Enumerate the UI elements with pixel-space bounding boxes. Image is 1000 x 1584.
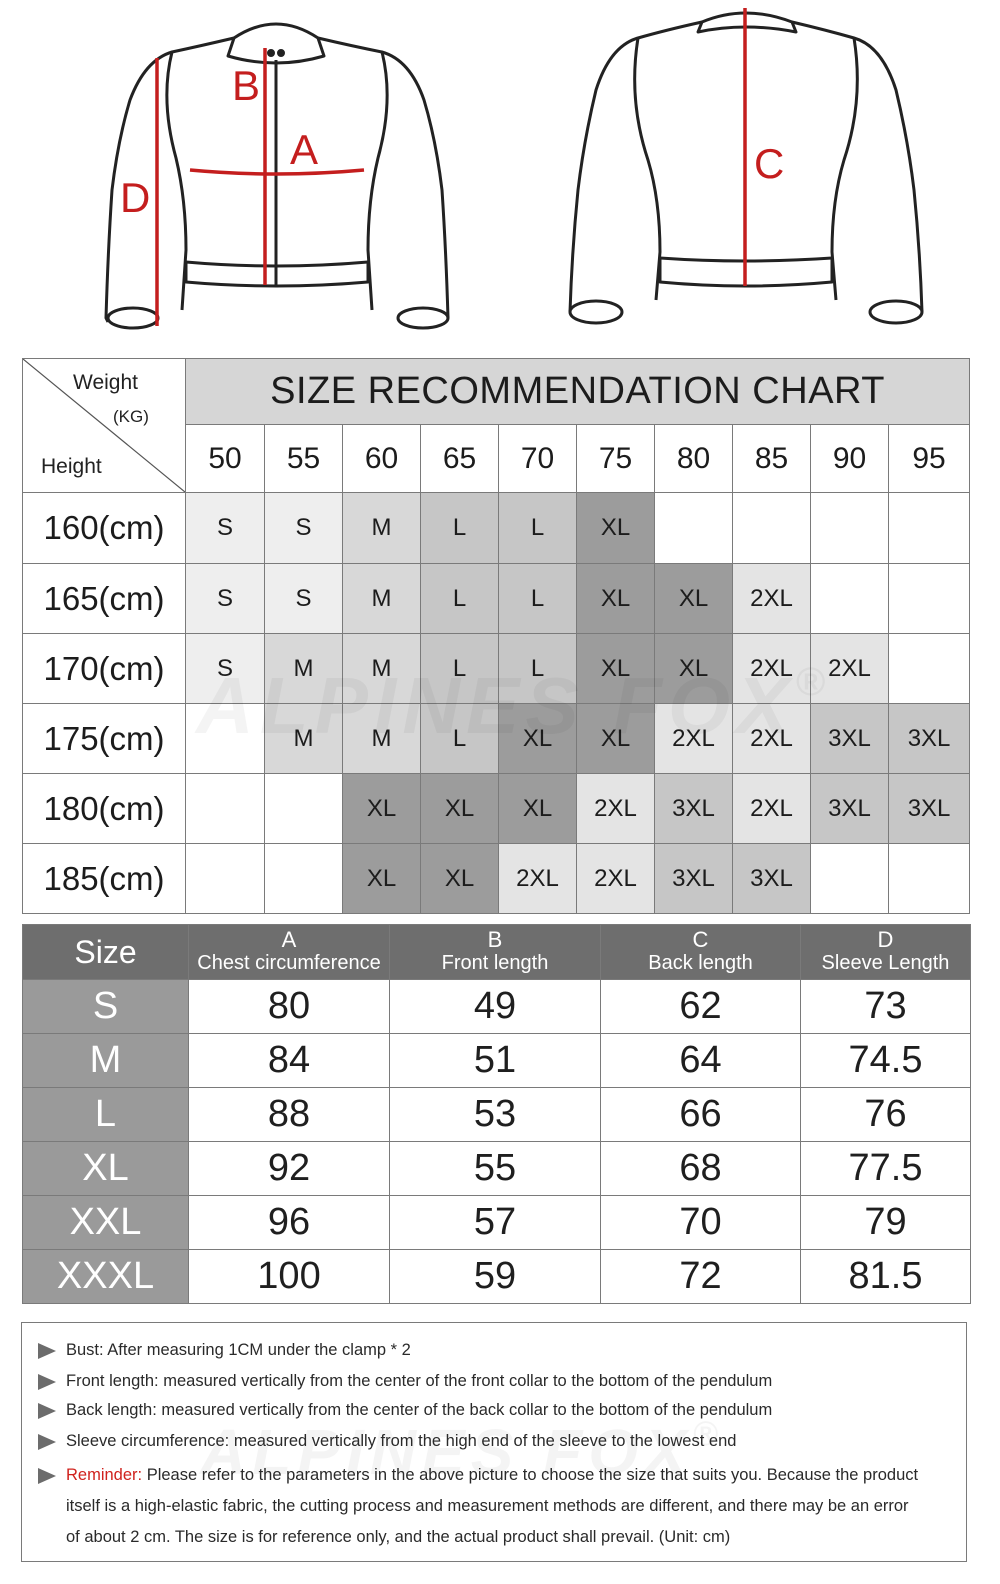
measurement-value-cell: 62	[601, 980, 801, 1034]
measurement-value-cell: 55	[390, 1142, 601, 1196]
size-cell: 3XL	[733, 844, 811, 914]
size-cell: S	[265, 564, 343, 634]
label-d: D	[120, 174, 151, 221]
note-front-length: Front length: measured vertically from the center of the front collar to the bottom of the pendulum	[66, 1372, 773, 1390]
measurement-value-cell: 81.5	[801, 1250, 971, 1304]
size-cell: M	[265, 634, 343, 704]
weight-header-cell: 60	[343, 425, 421, 493]
size-cell: XL	[499, 774, 577, 844]
size-label-cell: S	[23, 980, 189, 1034]
size-cell: L	[421, 493, 499, 564]
size-cell	[655, 493, 733, 564]
size-cell: 2XL	[733, 634, 811, 704]
notes-box	[21, 1322, 967, 1562]
size-cell: XL	[499, 704, 577, 774]
measurement-value-cell: 76	[801, 1088, 971, 1142]
size-cell: XL	[421, 844, 499, 914]
height-row	[23, 844, 970, 914]
column-name: Front length	[441, 952, 549, 974]
size-cell: 3XL	[655, 774, 733, 844]
height-row	[23, 493, 970, 564]
height-label: Height	[41, 455, 102, 478]
height-label-cell: 165(cm)	[23, 564, 186, 634]
size-cell: XL	[655, 564, 733, 634]
column-name: Sleeve Length	[821, 952, 950, 974]
size-label-cell: M	[23, 1034, 189, 1088]
size-header: Size	[23, 925, 189, 980]
size-cell: 3XL	[811, 774, 889, 844]
note-reminder-line3: of about 2 cm. The size is for reference only, and the actual product shall prevail. (Unit: cm)	[66, 1528, 731, 1546]
column-name: Chest circumference	[197, 952, 381, 974]
size-cell: 3XL	[889, 704, 970, 774]
measurement-header-row	[23, 925, 971, 980]
measurement-value-cell: 92	[189, 1142, 390, 1196]
height-row	[23, 634, 970, 704]
size-cell: 2XL	[733, 564, 811, 634]
size-cell	[265, 844, 343, 914]
weight-header-cell: 75	[577, 425, 655, 493]
weight-header-cell: 65	[421, 425, 499, 493]
size-cell: XL	[343, 774, 421, 844]
chart-title: SIZE RECOMMENDATION CHART	[186, 359, 970, 425]
size-cell: M	[343, 493, 421, 564]
label-c: C	[754, 140, 785, 187]
size-cell: S	[265, 493, 343, 564]
height-label-cell: 185(cm)	[23, 844, 186, 914]
height-row	[23, 774, 970, 844]
measurement-value-cell: 100	[189, 1250, 390, 1304]
size-cell: 3XL	[889, 774, 970, 844]
size-cell	[889, 634, 970, 704]
size-cell: L	[499, 493, 577, 564]
column-letter: D	[877, 927, 894, 952]
weight-header-cell: 90	[811, 425, 889, 493]
size-cell	[186, 774, 265, 844]
size-cell: XL	[577, 704, 655, 774]
measurement-column-header	[189, 925, 390, 980]
measurement-value-cell: 59	[390, 1250, 601, 1304]
size-cell: 2XL	[655, 704, 733, 774]
measurement-value-cell: 73	[801, 980, 971, 1034]
measurement-value-cell: 57	[390, 1196, 601, 1250]
size-cell: 2XL	[577, 844, 655, 914]
measurement-value-cell: 84	[189, 1034, 390, 1088]
size-cell	[733, 493, 811, 564]
weight-unit: (KG)	[113, 407, 149, 426]
measurement-value-cell: 88	[189, 1088, 390, 1142]
size-recommendation-chart	[22, 358, 970, 914]
height-row	[23, 564, 970, 634]
column-letter: C	[692, 927, 709, 952]
note-bust: Bust: After measuring 1CM under the clamp * 2	[66, 1341, 411, 1359]
size-cell: XL	[577, 634, 655, 704]
size-label-cell: XXXL	[23, 1250, 189, 1304]
size-cell	[889, 493, 970, 564]
note-sleeve: Sleeve circumference: measured vertically from the high end of the sleeve to the lowest end	[66, 1432, 737, 1450]
weight-header-cell: 70	[499, 425, 577, 493]
weight-header-cell: 55	[265, 425, 343, 493]
size-cell: XL	[655, 634, 733, 704]
measurement-column-header	[801, 925, 971, 980]
weight-label: Weight	[73, 371, 138, 394]
measurement-column-header	[390, 925, 601, 980]
size-cell: L	[499, 564, 577, 634]
size-cell	[811, 564, 889, 634]
note-reminder: Reminder: Please refer to the parameters in the above picture to choose the size that suits you. Because the product	[66, 1466, 919, 1484]
measurement-value-cell: 66	[601, 1088, 801, 1142]
size-cell: XL	[343, 844, 421, 914]
size-cell: L	[421, 704, 499, 774]
size-cell: XL	[577, 493, 655, 564]
weight-header-cell: 85	[733, 425, 811, 493]
measurement-value-cell: 70	[601, 1196, 801, 1250]
measurement-value-cell: 68	[601, 1142, 801, 1196]
size-cell: 3XL	[811, 704, 889, 774]
measurement-row	[23, 980, 971, 1034]
weight-header-cell: 50	[186, 425, 265, 493]
size-cell: XL	[577, 564, 655, 634]
measurement-value-cell: 74.5	[801, 1034, 971, 1088]
note-back-length: Back length: measured vertically from the center of the back collar to the bottom of the pendulum	[66, 1401, 773, 1419]
size-cell: L	[421, 634, 499, 704]
bullet-icon	[38, 1374, 56, 1390]
jacket-measurement-diagram	[0, 0, 1000, 345]
size-cell: L	[499, 634, 577, 704]
measurement-value-cell: 51	[390, 1034, 601, 1088]
measurement-row	[23, 1196, 971, 1250]
size-label-cell: XXL	[23, 1196, 189, 1250]
measurement-row	[23, 1034, 971, 1088]
height-row	[23, 704, 970, 774]
size-cell: 2XL	[811, 634, 889, 704]
column-letter: B	[487, 927, 503, 952]
size-cell: M	[343, 634, 421, 704]
label-a: A	[290, 126, 319, 173]
bullet-icon	[38, 1434, 56, 1450]
measurement-row	[23, 1250, 971, 1304]
size-cell	[265, 774, 343, 844]
size-cell	[889, 564, 970, 634]
measurement-row	[23, 1142, 971, 1196]
size-label-cell: L	[23, 1088, 189, 1142]
measurement-column-header	[601, 925, 801, 980]
size-cell: 2XL	[499, 844, 577, 914]
measurement-value-cell: 72	[601, 1250, 801, 1304]
size-cell: XL	[421, 774, 499, 844]
bullet-icon	[38, 1468, 56, 1484]
size-label-cell: XL	[23, 1142, 189, 1196]
height-label-cell: 170(cm)	[23, 634, 186, 704]
label-b: B	[232, 62, 261, 109]
bullet-icon	[38, 1343, 56, 1359]
measurement-table	[22, 924, 971, 1304]
measurement-value-cell: 79	[801, 1196, 971, 1250]
measurement-value-cell: 53	[390, 1088, 601, 1142]
measurement-value-cell: 49	[390, 980, 601, 1034]
size-cell: L	[421, 564, 499, 634]
note-reminder-line2: itself is a high-elastic fabric, the cutting process and measurement methods are different, and there may be an error	[66, 1497, 909, 1515]
size-cell: M	[343, 564, 421, 634]
size-cell	[811, 844, 889, 914]
column-name: Back length	[648, 952, 753, 974]
size-cell	[186, 704, 265, 774]
measurement-row	[23, 1088, 971, 1142]
height-label-cell: 180(cm)	[23, 774, 186, 844]
size-cell	[811, 493, 889, 564]
size-cell: M	[343, 704, 421, 774]
size-cell: S	[186, 634, 265, 704]
size-cell: 2XL	[733, 774, 811, 844]
size-cell: M	[265, 704, 343, 774]
size-cell: S	[186, 493, 265, 564]
weight-header-cell: 95	[889, 425, 970, 493]
size-cell: 2XL	[733, 704, 811, 774]
corner-cell	[23, 359, 186, 493]
measurement-value-cell: 80	[189, 980, 390, 1034]
measurement-value-cell: 96	[189, 1196, 390, 1250]
height-label-cell: 160(cm)	[23, 493, 186, 564]
measurement-value-cell: 77.5	[801, 1142, 971, 1196]
weight-header-cell: 80	[655, 425, 733, 493]
measurement-value-cell: 64	[601, 1034, 801, 1088]
bullet-icon	[38, 1403, 56, 1419]
size-cell: 3XL	[655, 844, 733, 914]
height-label-cell: 175(cm)	[23, 704, 186, 774]
reminder-label: Reminder:	[66, 1466, 143, 1484]
size-cell: S	[186, 564, 265, 634]
size-cell: 2XL	[577, 774, 655, 844]
size-cell	[889, 844, 970, 914]
size-cell	[186, 844, 265, 914]
column-letter: A	[281, 927, 297, 952]
